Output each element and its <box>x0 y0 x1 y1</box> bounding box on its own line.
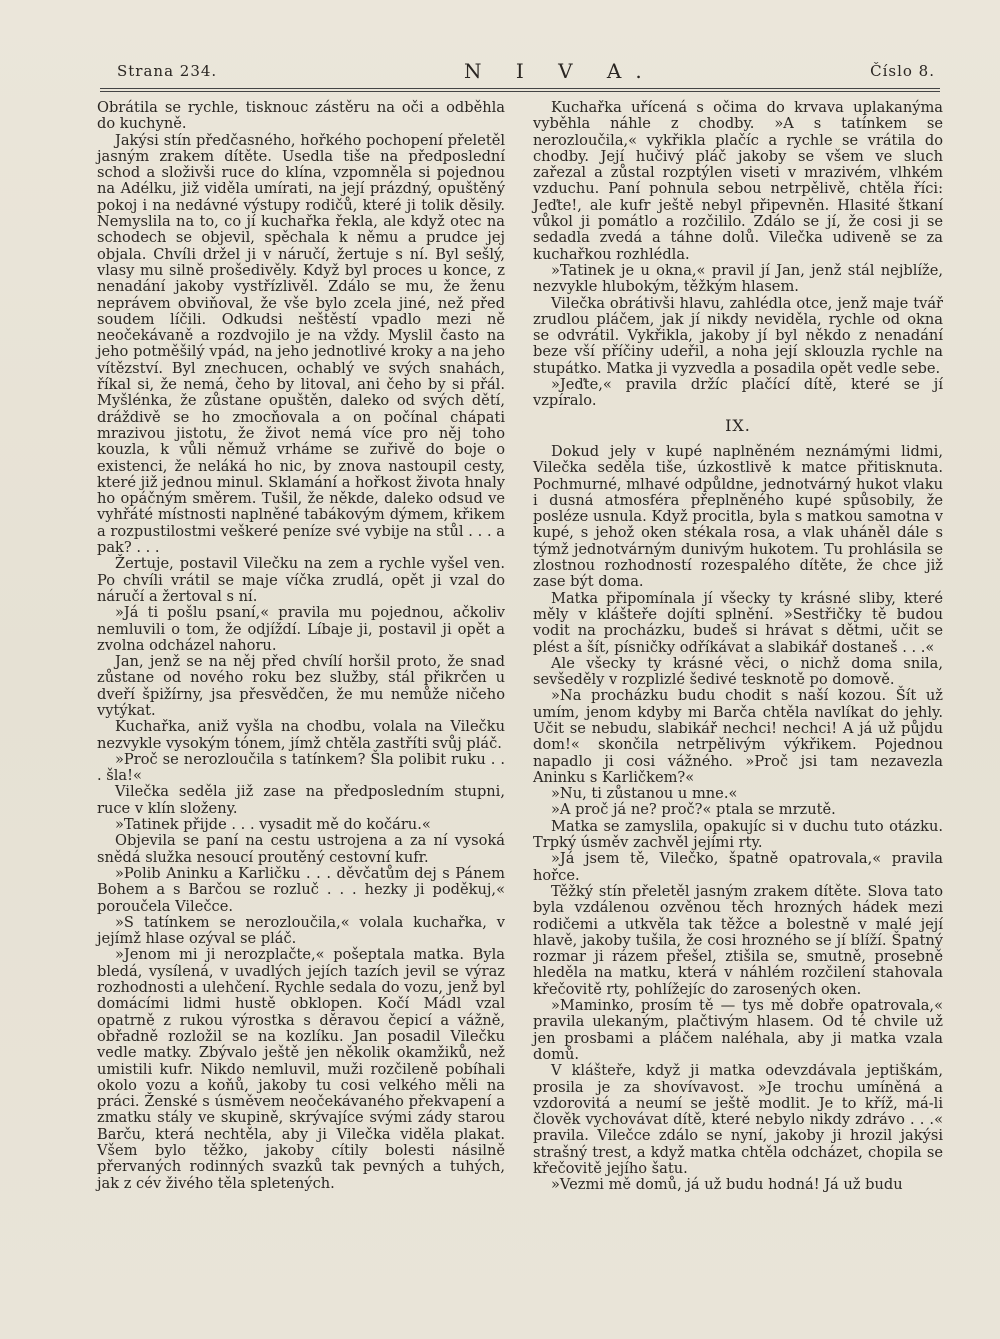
paragraph: Kuchařka uřícená s očima do krvava uplakanýma vyběhla náhle z chodby. »A s tatínkem se nerozloučila,« vykřikla plačíc a rychle se vrátila do chodby. Její hučivý pláč jakoby se všem ve sluch zařezal a zůstal rozptýlen viseti v mrazivém, vlhkém vzduchu. Paní pohnula sebou netrpělivě, chtěla říci: Jeďte!, ale kufr ještě nebyl připevněn. Hlasité štkaní vůkol ji pomátlo a rozčililo. Zdálo se jí, že cosi ji se sedadla zvedá a táhne dolů. Vilečka udiveně se za kuchařkou rozhlédla. <box>533 99 943 263</box>
paragraph: Jakýsi stín předčasného, hořkého pochopení přeletěl jasným zrakem dítěte. Usedla tiše na předposlední schod a složivši ruce do klína, vzpomněla si pojednou na Adélku, již viděla umírati, na její prázdný, opuštěný pokoj i na nedávné výstupy rodičů, které ji tolik děsily. Nemyslila na to, co jí kuchařka řekla, ale když otec na schodech se objevil, spěchala k němu a prudce jej objala. Chvíli držel ji v náručí, žertuje s ní. Byl sešlý, vlasy mu silně prošedivěly. Když byl proces u konce, z nenadání jakoby vystřízlivěl. Zdálo se mu, že ženu neprávem obviňoval, že vše bylo zcela jiné, než před soudem líčili. Odkudsi neštěstí vpadlo mezi ně neočekávaně a rozdvojilo je na vždy. Myslil často na jeho potměšilý vpád, na jeho jednotlivé kroky a na jeho vítězství. Byl znechucen, ochablý ve svých snahách, říkal si, že nemá, čeho by litoval, ani čeho by si přál. Myšlénka, že zůstane opuštěn, daleko od svých dětí, dráždivě se ho zmocňovala a on počínal chápati mrazivou jistotu, že život nemá více pro něj toho kouzla, k vůli němuž vrháme se zuřivě do boje o existenci, že neláká ho nic, by znova nastoupil cesty, které již jednou minul. Sklamání a hořkost života hnaly ho opáčným směrem. Tušil, že někde, daleko odsud ve vyhřáté místnosti naplněné tabákovým dýmem, křikem a rozpustilostmi veškeré peníze své vybije na stůl . . . a pak? . . . <box>97 131 505 557</box>
paragraph: »Já jsem tě, Vilečko, špatně opatrovala,« pravila hořce. <box>533 850 943 884</box>
left-column <box>97 100 505 1192</box>
paragraph: »Polib Aninku a Karličku . . . děvčatům dej s Pánem Bohem a s Barčou se rozluč . . . hezky ji poděkuj,« poroučela Vilečce. <box>97 864 505 915</box>
paragraph: »Tatinek je u okna,« pravil jí Jan, jenž stál nejblíže, nezvykle hlubokým, těžkým hlasem. <box>533 261 943 296</box>
paragraph: Matka se zamyslila, opakujíc si v duchu tuto otázku. Trpký úsměv zachvěl jejími rty. <box>533 817 943 852</box>
paragraph: »Vezmi mě domů, já už budu hodná! Já už budu <box>551 1176 903 1194</box>
header-rule <box>100 88 940 92</box>
paragraph: Obrátila se rychle, tisknouc zástěru na oči a odběhla do kuchyně. <box>97 99 505 133</box>
page-header <box>117 59 935 84</box>
paragraph: Žertuje, postavil Vilečku na zem a rychle vyšel ven. Po chvíli vrátil se maje víčka zrudlá, opět ji vzal do náručí a žertoval s ní. <box>97 555 505 605</box>
paragraph: »Nu, ti zůstanou u mne.« <box>551 785 738 803</box>
paragraph: Jan, jenž se na něj před chvílí horšil proto, že snad zůstane od nového roku bez služby, stál přikrčen u dveří špižírny, jsa přesvědčen, že mu nemůže ničeho vytýkat. <box>97 653 505 719</box>
paragraph: V klášteře, když ji matka odevzdávala jeptiškám, prosila je za shovívavost. »Je trochu umíněná a vzdorovitá a neumí se ještě modlit. Je to kříž, má-li člověk vychovávat dítě, které nebylo nikdy zdrávo . . .« pravila. Vilečce zdálo se nyní, jakoby ji hrozil jakýsi strašný trest, a když matka chtěla odcházet, chopila se křečovitě jejího šatu. <box>533 1062 943 1177</box>
paragraph: »A proč já ne? proč?« ptala se mrzutě. <box>551 801 836 819</box>
paragraph: Vilečka seděla již zase na předposledním stupni, ruce v klín složeny. <box>97 783 505 817</box>
paragraph: »Já ti pošlu psaní,« pravila mu pojednou, ačkoliv nemluvili o tom, že odjíždí. Líbaje ji, postavil ji opět a zvolna odcházel nahoru. <box>97 604 505 654</box>
page-number: Strana 234. <box>117 62 218 80</box>
paragraph: Matka připomínala jí všecky ty krásné sliby, které měly v klášteře dojíti splnění. »Sestřičky tě budou vodit na procházku, budeš si hrávat s dětmi, učit se plést a šít, písničky odříkávat a slabikář dostaneš . . .« <box>533 589 943 656</box>
paragraph: Těžký stín přeletěl jasným zrakem dítěte. Slova tato byla vzdálenou ozvěnou těch hrozných hádek mezi rodičemi a utkvěla tak těžce a bolestně v malé její hlavě, jakoby tušila, že cosi hrozného se jí blíží. Špatný rozmar ji rázem přešel, ztišila se, smutně, prosebně hleděla na matku, která v náhlém rozčilení stahovala křečovitě rty, pohlížejíc do zarosených oken. <box>533 882 943 998</box>
paragraph: »Tatinek přijde . . . vysadit mě do kočáru.« <box>115 816 431 834</box>
paragraph: Ale všecky ty krásné věci, o nichž doma snila, sevšeděly v rozplizlé šedivé tesknotě po domově. <box>533 654 943 689</box>
paragraph: »Maminko, prosím tě — tys mě dobře opatrovala,« pravila ulekaným, plačtivým hlasem. Od té chvile už jen prosbami a pláčem naléhala, aby ji matka vzala domů. <box>533 997 943 1063</box>
paragraph: Vilečka obrátivši hlavu, zahlédla otce, jenž maje tvář zrudlou pláčem, jak jí nikdy neviděla, rychle od okna se odvrátil. Vykřikla, jakoby jí byl někdo z nenadání beze vší příčiny udeřil, a noha její sklouzla rychle na stupátko. Matka ji vyzvedla a posadila opět vedle sebe. <box>533 294 943 377</box>
paragraph: »Proč se nerozloučila s tatínkem? Šla polibit ruku . . . šla!« <box>97 750 505 785</box>
right-column <box>533 100 943 1194</box>
paragraph: »Jenom mi ji nerozplačte,« pošeptala matka. Byla bledá, vysílená, v uvadlých jejích tazích jevil se výraz rozhodnosti a ulehčení. Rychle sedala do vozu, jenž byl domácími lidmi hustě obklopen. Kočí Mádl vzal opatrně z rukou výrostka s děravou čepicí a vážně, obřadně rozložil se na kozlíku. Jan posadil Vilečku vedle matky. Zbývalo ještě jen několik okamžiků, než umistili kufr. Nikdo nemluvil, muži rozčileně pobíhali okolo vozu a koňů, jakoby tu cosi velkého měli na práci. Ženské s úsměvem neočekávaného překvapení a zmatku stály ve skupině, skrývajíce svými zády starou Barču, která nechtěla, aby ji Vilečka viděla plakat. Všem bylo těžko, jakoby cítily bolesti násilně přervaných rodinných svazků tak pevných a tuhých, jak z cév živého těla spletených. <box>97 946 505 1192</box>
issue-number: Číslo 8. <box>870 62 935 80</box>
section-heading: IX. <box>725 415 751 435</box>
paragraph: Kuchařka, aniž vyšla na chodbu, volala na Vilečku nezvykle vysokým tónem, jímž chtěla zastříti svůj pláč. <box>97 718 505 752</box>
paragraph: Objevila se paní na cestu ustrojena a za ní vysoká snědá služka nesoucí proutěný cestovní kufr. <box>97 832 505 866</box>
paragraph: Dokud jely v kupé naplněném neznámými lidmi, Vilečka seděla tiše, úzkostlivě k matce přitisknuta. Pochmurné, mlhavé odpůldne, jednotvárný hukot vlaku i dusná atmosféra přeplněného kupé spůsobily, že posléze usnula. Když procitla, byla s matkou samotna v kupé, s jehož oken stékala rosa, a vlak uháněl dále s týmž jednotvárným dunivým hukotem. Tu prohlásila se zlostnou rozhodností rozespalého dítěte, že chce již zase být doma. <box>533 442 943 591</box>
journal-title: N I V A. <box>464 59 656 83</box>
paragraph: »S tatínkem se nerozloučila,« volala kuchařka, v jejímž hlase ozýval se pláč. <box>97 913 505 948</box>
paragraph: »Jeďte,« pravila držíc plačící dítě, které se jí vzpíralo. <box>533 376 943 410</box>
paragraph: »Na procházku budu chodit s naší kozou. Šít už umím, jenom kdyby mi Barča chtěla navlíkat do jehly. Učit se nebudu, slabikář nechci! nechci! A já už půjdu dom!« skončila netrpělivým výkřikem. Pojednou napadlo ji cosi vážného. »Proč jsi tam nezavezla Aninku s Karličkem?« <box>533 687 943 786</box>
